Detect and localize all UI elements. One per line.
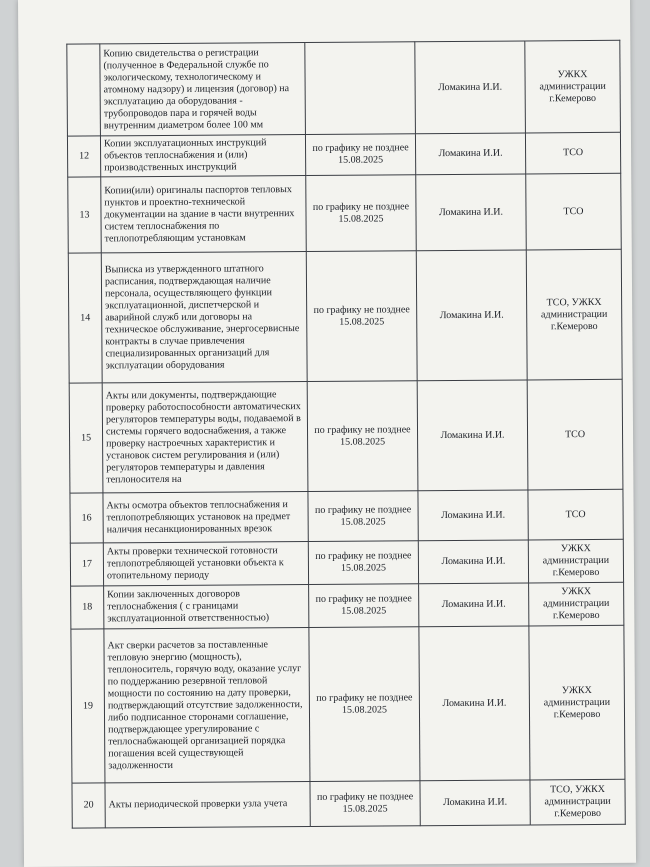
row-description: Копии эксплуатационных инструкций объектов теплоснабжения и (или) производственных инструкций	[100, 134, 305, 176]
row-deadline: по графику не позднее 15.08.2025	[307, 381, 418, 492]
row-description: Акты осмотра объектов теплоснабжения и теплопотребляющих установок на предмет наличия несанкционированных врезок	[103, 491, 308, 542]
row-deadline: по графику не позднее 15.08.2025	[309, 584, 419, 628]
row-executor: ТСО	[526, 173, 622, 250]
row-deadline: по графику не позднее 15.08.2025	[308, 541, 418, 585]
table-row	[68, 173, 622, 253]
document-page	[18, 0, 636, 867]
table-row	[69, 379, 623, 493]
table-row	[67, 40, 621, 136]
row-description: Копии заключенных договоров теплоснабжения ( с границами эксплуатационной ответственностью)	[104, 584, 309, 628]
row-description: Акты периодической проверки узла учета	[105, 781, 310, 827]
row-description: Копию свидетельства о регистрации (полученное в Федеральной службе по экологическому, технологическому и атомному надзору) и лицензия (договор) на эксплуатацию да оборудования - трубопроводов пара и горячей воды внутренним диаметром более 100 мм	[100, 42, 306, 135]
row-executor: ТСО	[528, 489, 623, 540]
row-number: 12	[67, 136, 100, 177]
row-deadline	[305, 42, 416, 135]
row-responsible: Ломакина И.И.	[415, 41, 526, 134]
row-responsible: Ломакина И.И.	[417, 380, 528, 491]
row-responsible: Ломакина И.И.	[418, 490, 528, 541]
row-number	[67, 44, 101, 136]
row-description: Выписка из утвержденного штатного расписания, подтверждающая наличие персонала, осуществляющего функции эксплуатационной, диспетчерской и аварийной служб или договоры на техническое обслуживание, энергосервисные контракты в случае привлечения специализированных организаций для эксплуатации оборудования	[101, 251, 307, 382]
row-number: 17	[70, 543, 103, 586]
row-deadline: по графику не позднее 15.08.2025	[309, 627, 420, 782]
row-description: Акт сверки расчетов за поставленные тепловую энергию (мощность), теплоноситель, горячую воду, оказание услуг по поддержанию резервной тепловой мощности по состоянию на дату проверки, подтверждающий отсутствие задолженности, либо подписанное сторонами соглашение, подтверждающее урегулирование с теплоснабжающей организацией порядка погашения всей существующей задолженности	[104, 627, 310, 782]
row-deadline: по графику не позднее 15.08.2025	[305, 134, 415, 176]
row-deadline: по графику не позднее 15.08.2025	[310, 781, 420, 827]
row-responsible: Ломакина И.И.	[419, 626, 530, 781]
table-row	[68, 249, 622, 383]
row-number: 16	[70, 493, 103, 543]
row-deadline: по графику не позднее 15.08.2025	[306, 251, 417, 382]
row-executor: УЖКХ администрации г.Кемерово	[525, 40, 621, 133]
table-row	[71, 625, 625, 783]
row-deadline: по графику не позднее 15.08.2025	[306, 175, 417, 252]
row-description: Копии(или) оригиналы паспортов тепловых пунктов и проектно-технической документации на здание в части внутренних систем теплоснабжения по теплопотребляющим установкам	[101, 175, 307, 252]
row-responsible: Ломакина И.И.	[420, 780, 530, 826]
row-responsible: Ломакина И.И.	[419, 583, 529, 627]
row-number: 14	[68, 253, 102, 383]
table-row	[67, 132, 620, 177]
row-executor: УЖКХ администрации г.Кемерово	[528, 539, 623, 583]
row-description: Акты или документы, подтверждающие проверку работоспособности автоматических регуляторов температуры воды, подаваемой в системы горячего водоснабжения, а также проверку настроечных характеристик и установок систем регулирования и (или) регуляторов температуры и давления теплоносителя на	[102, 381, 308, 492]
table-row	[70, 489, 623, 543]
row-number: 15	[69, 383, 103, 493]
row-responsible: Ломакина И.И.	[416, 174, 527, 251]
requirements-table	[66, 40, 625, 829]
table-row	[71, 582, 624, 629]
row-responsible: Ломакина И.И.	[418, 540, 528, 584]
row-number: 20	[72, 783, 105, 828]
row-number: 13	[68, 177, 102, 253]
row-description: Акты проверки технической готовности теплопотребляющей установки объекта к отопительному периоду	[103, 541, 308, 585]
row-executor: УЖКХ администрации г.Кемерово	[529, 625, 625, 780]
row-executor: ТСО, УЖКХ администрации г.Кемерово	[530, 779, 625, 825]
row-number: 19	[71, 629, 105, 783]
row-deadline: по графику не позднее 15.08.2025	[308, 491, 418, 542]
row-responsible: Ломакина И.И.	[415, 133, 525, 175]
row-executor: ТСО	[527, 379, 623, 490]
table-row	[72, 779, 625, 828]
row-executor: ТСО	[525, 132, 620, 174]
row-responsible: Ломакина И.И.	[416, 250, 527, 381]
row-executor: УЖКХ администрации г.Кемерово	[529, 582, 624, 626]
row-number: 18	[71, 586, 104, 629]
row-executor: ТСО, УЖКХ администрации г.Кемерово	[526, 249, 622, 380]
table-row	[70, 539, 623, 586]
